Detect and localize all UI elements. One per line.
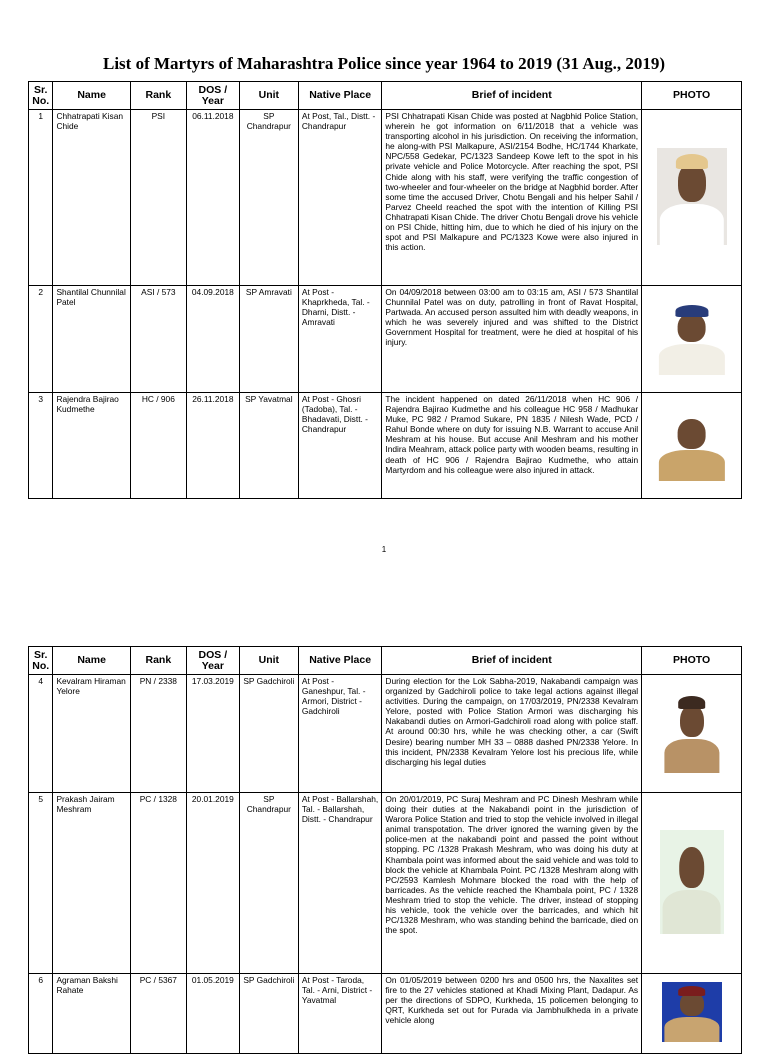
sr-cell: 5 — [29, 793, 53, 974]
portrait-head — [677, 419, 706, 449]
unit-cell: SP Chandrapur — [239, 110, 298, 286]
portrait-head — [680, 705, 704, 738]
header-photo: PHOTO — [642, 82, 742, 110]
header-dos: DOS / Year — [186, 82, 239, 110]
portrait-cap — [678, 986, 706, 996]
portrait-cap — [675, 154, 707, 170]
rank-cell: HC / 906 — [130, 393, 186, 499]
dos-cell: 06.11.2018 — [186, 110, 239, 286]
name-cell: Chhatrapati Kisan Chide — [53, 110, 130, 286]
page-number: 1 — [381, 545, 387, 554]
table-row — [29, 974, 742, 1054]
native-place-cell: At Post - Khaprkheda, Tal. - Dharni, Distt. - Amravati — [298, 286, 382, 393]
brief-cell: During election for the Lok Sabha-2019, Nakabandi campaign was organized by Gadchiroli police to take legal actions against illegal activities. During the campaign, on 17/03/2019, PN/2338 Kevalram Yelore, posted with Police Station Armori was discharging his Nakabandi duties on Armori-Gadchiroli road along with police staff. At around 00:30 hrs, while he was checking other, a car (Swift Desire) bearing number MH 33 – 0888 dashed PN/2338 Yelore. In this incident, PN/2338 Kevalram Yelore lost his precious life, while discharging his legal duties — [382, 675, 642, 793]
portrait-icon — [657, 148, 727, 245]
table-row — [29, 675, 742, 793]
portrait-body — [662, 890, 721, 934]
header-photo: PHOTO — [642, 647, 742, 675]
page-title: List of Martyrs of Maharashtra Police since year 1964 to 2019 (31 Aug., 2019) — [102, 54, 665, 73]
dos-cell: 26.11.2018 — [186, 393, 239, 499]
header-name: Name — [53, 82, 130, 110]
dos-cell: 17.03.2019 — [186, 675, 239, 793]
portrait-head — [679, 847, 705, 889]
unit-cell: SP Gadchiroli — [239, 974, 298, 1054]
dos-cell: 20.01.2019 — [186, 793, 239, 974]
unit-cell: SP Chandrapur — [239, 793, 298, 974]
name-cell: Agraman Bakshi Rahate — [53, 974, 130, 1054]
photo-cell — [642, 675, 742, 793]
unit-cell: SP Yavatmal — [239, 393, 298, 499]
table-row — [29, 393, 742, 499]
native-place-cell: At Post - Ghosri (Tadoba), Tal. - Bhadavati, Distt. - Chandrapur — [298, 393, 382, 499]
header-brief: Brief of incident — [382, 647, 642, 675]
sr-cell: 4 — [29, 675, 53, 793]
sr-cell: 2 — [29, 286, 53, 393]
table-row — [29, 110, 742, 286]
header-native-place: Native Place — [298, 647, 382, 675]
portrait-body — [659, 204, 723, 245]
portrait-head — [680, 992, 704, 1016]
portrait-body — [664, 1017, 719, 1042]
portrait-body — [658, 344, 724, 375]
header-dos: DOS / Year — [186, 647, 239, 675]
header-unit: Unit — [239, 82, 298, 110]
native-place-cell: At Post, Tal., Distt. - Chandrapur — [298, 110, 382, 286]
rank-cell: PC / 1328 — [130, 793, 186, 974]
native-place-cell: At Post - Ballarshah, Tal. - Ballarshah, Distt. - Chandrapur — [298, 793, 382, 974]
portrait-head — [677, 313, 706, 343]
native-place-cell: At Post - Ganeshpur, Tal. - Armori, District - Gadchiroli — [298, 675, 382, 793]
portrait-icon — [656, 301, 728, 375]
name-cell: Shantilal Chunnilal Patel — [53, 286, 130, 393]
name-cell: Prakash Jairam Meshram — [53, 793, 130, 974]
portrait-body — [664, 739, 719, 773]
header-sr: Sr. No. — [29, 647, 53, 675]
portrait-icon — [662, 691, 722, 773]
portrait-icon — [662, 982, 722, 1042]
header-rank: Rank — [130, 82, 186, 110]
photo-cell — [642, 110, 742, 286]
martyrs-table-page-1 — [28, 81, 742, 499]
header-sr: Sr. No. — [29, 82, 53, 110]
unit-cell: SP Gadchiroli — [239, 675, 298, 793]
sr-cell: 1 — [29, 110, 53, 286]
name-cell: Rajendra Bajirao Kudmethe — [53, 393, 130, 499]
rank-cell: PSI — [130, 110, 186, 286]
sr-cell: 6 — [29, 974, 53, 1054]
header-native-place: Native Place — [298, 82, 382, 110]
brief-cell: PSI Chhatrapati Kisan Chide was posted at Nagbhid Police Station, wherein he got information on 6/11/2018 that a vehicle was transporting alcohol in his jurisdiction. On receiving the information, he along-with PSI Malkapure, ASI/2154 Bodhe, HC/1744 Kharkate, NPC/558 Gedekar, PC/1323 Sandeep Kowe left to the spot in his private vehicle and Police Motorcycle. After reaching the spot, PSI Chide along with his staff, were verifying the traffic congestion of two-wheeler and four-wheeler on the bridge at Nagbhid border. After some time the accused Driver, Chotu Bengali and his helper Sahil / Parvez Cheeld reached the spot with the intention of Killing PSI Chhatrapati Kisan Chide. The driver Chotu Bengali drove his vehicle on PSI Chide, hitting him, due to which he died of his injury on the spot and PSI Malkapure and PC/1323 Kowe were also injured in this action. — [382, 110, 642, 286]
header-name: Name — [53, 647, 130, 675]
portrait-body — [658, 450, 724, 481]
native-place-cell: At Post - Taroda, Tal. - Arni, District - Yavatmal — [298, 974, 382, 1054]
dos-cell: 04.09.2018 — [186, 286, 239, 393]
header-brief: Brief of incident — [382, 82, 642, 110]
brief-cell: On 20/01/2019, PC Suraj Meshram and PC Dinesh Meshram while doing their duties at the Nakabandi point in the jurisdiction of Warora Police Station and tried to stop the vehicle involved in illegal animal transpotation. The driver ignored the warning given by the police-men at the nakabandi point and passed the point without stopping. PC /1328 Prakash Meshram, who was doing his duty at Khambala point was informed about the said vehicle and was told to block the vehicle at Khambala Point. PC /1328 Meshram along with PC/2593 Kamlesh Mohmare blocked the road with the help of barricades. As the vehicle reached the Khambala point, PC / 1328 Meshram tried to stop the vehicle. The driver, instead of stopping his vehicle, took the vehicle over the barricades, and which hit PC/1328 Meshram, who was standing behind the barricade, died on the spot. — [382, 793, 642, 974]
photo-cell — [642, 793, 742, 974]
portrait-icon — [660, 830, 724, 934]
rank-cell: PC / 5367 — [130, 974, 186, 1054]
rank-cell: PN / 2338 — [130, 675, 186, 793]
brief-cell: The incident happened on dated 26/11/2018 when HC 906 / Rajendra Bajirao Kudmethe and his colleague HC 958 / Madhukar Muke, PC 982 / Pramod Sukare, PN 1835 / Nilesh Wade, PCD / Rahul Bonde where on duty for issuing N.B. Warrant to accuse Anil Meshram at his house. But accuse Anil Meshram and his mother Indira Meahram, attack police party with wooden beams, resulting in death of HC 906 / Rajendra Bajirao Kudmethe, who attain Martyrdom and his colleague were also injured in attack. — [382, 393, 642, 499]
portrait-cap — [675, 305, 708, 317]
unit-cell: SP Amravati — [239, 286, 298, 393]
table-row — [29, 286, 742, 393]
brief-cell: On 04/09/2018 between 03:00 am to 03:15 am, ASI / 573 Shantilal Chunnilal Patel was on duty, patrolling in front of Ravat Hospital, Partwada. An accused person assulted him with deadly weapons, in which he was severely injured and was shifted to the District Government Hospital for treatment, were he died at hospital of his injury. — [382, 286, 642, 393]
header-rank: Rank — [130, 647, 186, 675]
table-row — [29, 793, 742, 974]
sr-cell: 3 — [29, 393, 53, 499]
portrait-icon — [656, 407, 728, 481]
photo-cell — [642, 286, 742, 393]
dos-cell: 01.05.2019 — [186, 974, 239, 1054]
rank-cell: ASI / 573 — [130, 286, 186, 393]
photo-cell — [642, 393, 742, 499]
brief-cell: On 01/05/2019 between 0200 hrs and 0500 hrs, the Naxalites set fire to the 27 vehicles stationed at Khadi Mixing Plant, Dadapur. As per the directions of SDPO, Kurkheda, 15 policemen belonging to QRT, Kurkheda set out for Purada via Jambhulkheda in a private vehicle along — [382, 974, 642, 1054]
name-cell: Kevalram Hiraman Yelore — [53, 675, 130, 793]
portrait-cap — [678, 696, 706, 709]
header-unit: Unit — [239, 647, 298, 675]
portrait-head — [678, 163, 706, 202]
martyrs-table-page-2 — [28, 646, 742, 1054]
photo-cell — [642, 974, 742, 1054]
